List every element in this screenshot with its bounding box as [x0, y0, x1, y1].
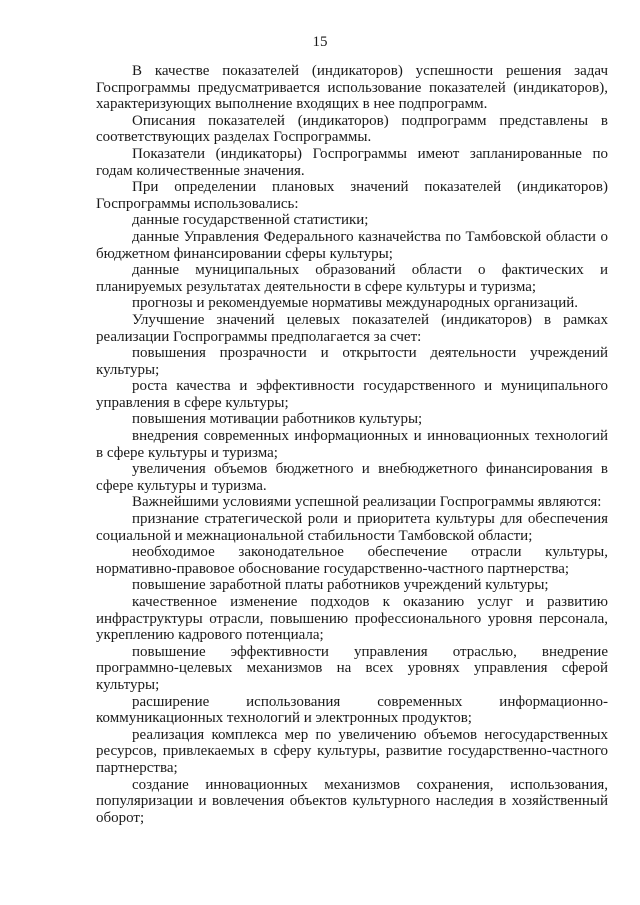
list-item: повышения прозрачности и открытости деятельности учреждений культуры; — [96, 345, 608, 378]
paragraph-indicators-intro: В качестве показателей (индикаторов) успешности решения задач Госпрограммы предусматривается использование показателей (индикаторов), характеризующих выполнение входящих в нее подпрограмм. — [96, 63, 608, 113]
list-item: повышение заработной платы работников учреждений культуры; — [132, 577, 549, 594]
list-item: роста качества и эффективности государственного и муниципального управления в сфере культуры; — [96, 378, 608, 411]
list-item: данные муниципальных образований области о фактических и планируемых результатах деятельности в сфере культуры и туризма; — [96, 262, 608, 295]
list-item: необходимое законодательное обеспечение отрасли культуры, нормативно-правовое обоснование государственно-частного партнерства; — [96, 544, 608, 577]
list-item: внедрения современных информационных и инновационных технологий в сфере культуры и туризма; — [96, 428, 608, 461]
list-item: данные государственной статистики; — [132, 212, 369, 229]
list-item: качественное изменение подходов к оказанию услуг и развитию инфраструктуры отрасли, повышению профессионального уровня персонала, укреплению кадрового потенциала; — [96, 594, 608, 644]
paragraph-subprogram-descriptions: Описания показателей (индикаторов) подпрограмм представлены в соответствующих разделах Госпрограммы. — [96, 112, 608, 146]
list-item: повышение эффективности управления отраслью, внедрение программно-целевых механизмов на всех уровнях управления сферой культуры; — [96, 643, 608, 693]
paragraph-planned-values: Показатели (индикаторы) Госпрограммы имеют запланированные по годам количественные значения. — [96, 145, 608, 179]
page-number: 15 — [312, 34, 328, 50]
list-item: создание инновационных механизмов сохранения, использования, популяризации и вовлечения объектов культурного наследия в хозяйственный оборот; — [96, 776, 608, 826]
list-item: расширение использования современных информационно-коммуникационных технологий и электронных продуктов; — [96, 693, 608, 727]
list-item: увеличения объемов бюджетного и внебюджетного финансирования в сфере культуры и туризма. — [96, 461, 608, 494]
paragraph-improvement-intro: Улучшение значений целевых показателей (индикаторов) в рамках реализации Госпрограммы предполагается за счет: — [96, 311, 608, 345]
list-item: признание стратегической роли и приоритета культуры для обеспечения социальной и межнациональной стабильности Тамбовской области; — [96, 511, 608, 544]
list-item: реализация комплекса мер по увеличению объемов негосударственных ресурсов, привлекаемых в сферу культуры, развитие государственно-частного партнерства; — [96, 726, 608, 776]
document-body — [96, 63, 608, 826]
list-item: данные Управления Федерального казначейства по Тамбовской области о бюджетном финансировании сферы культуры; — [96, 228, 608, 262]
paragraph-sources-intro: При определении плановых значений показателей (индикаторов) Госпрограммы использовались: — [96, 179, 608, 212]
list-item: повышения мотивации работников культуры; — [132, 411, 423, 428]
list-item: прогнозы и рекомендуемые нормативы международных организаций. — [132, 295, 579, 312]
paragraph-conditions-intro: Важнейшими условиями успешной реализации Госпрограммы являются: — [132, 494, 602, 511]
